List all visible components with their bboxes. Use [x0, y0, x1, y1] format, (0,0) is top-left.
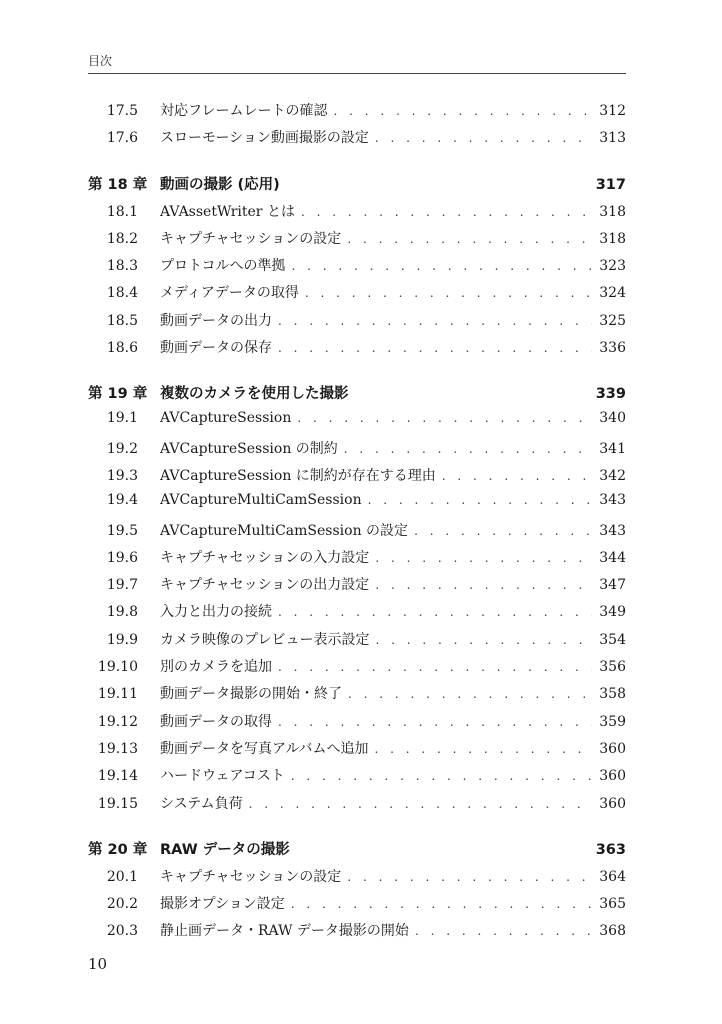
toc-section-entry[interactable]	[88, 465, 626, 492]
dot-leader	[278, 314, 592, 328]
chapter-title: RAW データの撮影	[160, 841, 290, 858]
section-page-number: 323	[599, 258, 626, 275]
section-title: 動画データ撮影の開始・終了	[160, 686, 342, 703]
toc-section-entry[interactable]	[88, 765, 626, 792]
section-number: 19.7	[106, 577, 138, 594]
section-title: プロトコルへの準拠	[160, 258, 286, 275]
section-number: 17.5	[106, 103, 138, 119]
section-number: 19.8	[106, 604, 138, 621]
chapter-label: 第 19 章	[88, 386, 148, 403]
toc-section-entry[interactable]	[88, 228, 626, 255]
dot-leader	[291, 769, 592, 783]
section-number: 18.5	[106, 312, 138, 329]
section-page-number: 368	[599, 923, 626, 940]
toc-section-entry[interactable]	[88, 547, 626, 574]
section-page-number: 364	[599, 868, 626, 885]
section-page-number: 325	[599, 312, 626, 329]
toc-section-entry[interactable]	[88, 337, 626, 364]
dot-leader	[374, 742, 592, 756]
section-page-number: 360	[599, 795, 626, 812]
toc-section-entry[interactable]	[88, 310, 626, 337]
running-head: 目次	[88, 54, 113, 68]
section-title: 静止画データ・RAW データ撮影の開始	[160, 923, 409, 940]
dot-leader	[442, 469, 592, 483]
toc-section-entry[interactable]	[88, 438, 626, 465]
section-page-number: 343	[599, 522, 626, 539]
toc-section-entry[interactable]	[88, 410, 626, 437]
section-page-number: 365	[599, 896, 626, 913]
toc-section-entry[interactable]	[88, 793, 626, 820]
section-number: 18.3	[106, 258, 138, 275]
toc-chapter-entry[interactable]	[88, 173, 626, 201]
dot-leader	[297, 411, 592, 425]
section-title: 動画データの取得	[160, 713, 272, 730]
dot-leader	[278, 715, 592, 729]
section-page-number: 359	[599, 713, 626, 730]
section-number: 20.2	[106, 896, 138, 913]
section-number: 19.2	[106, 440, 138, 457]
section-page-number: 342	[599, 467, 626, 484]
page-number: 10	[88, 955, 108, 973]
toc-section-entry[interactable]	[88, 738, 626, 765]
dot-leader	[347, 232, 592, 246]
section-title: AVCaptureSession に制約が存在する理由	[160, 467, 436, 484]
section-number: 19.10	[97, 659, 138, 676]
section-number: 19.12	[97, 713, 138, 730]
section-number: 18.4	[106, 285, 138, 302]
dot-leader	[347, 870, 592, 884]
section-title: AVCaptureSession の制約	[160, 440, 338, 457]
section-page-number: 349	[599, 604, 626, 621]
section-page-number: 354	[599, 631, 626, 648]
toc-section-entry[interactable]	[88, 629, 626, 656]
section-number: 20.1	[106, 868, 138, 885]
section-title: システム負荷	[160, 795, 243, 812]
section-number: 19.1	[106, 410, 138, 427]
section-page-number: 347	[599, 577, 626, 594]
header-rule	[88, 73, 626, 74]
section-page-number: 318	[599, 230, 626, 247]
toc-section-entry[interactable]	[88, 574, 626, 601]
section-page-number: 358	[599, 686, 626, 703]
section-title: キャプチャセッションの出力設定	[160, 577, 370, 594]
section-page-number: 318	[599, 203, 626, 220]
section-title: 別のカメラを追加	[160, 659, 272, 676]
toc-section-entry[interactable]	[88, 893, 626, 920]
section-number: 18.2	[106, 230, 138, 247]
toc-chapter-entry[interactable]	[88, 838, 626, 866]
section-page-number: 336	[599, 340, 626, 357]
section-number: 19.15	[97, 795, 138, 812]
toc-section-entry[interactable]	[88, 492, 626, 519]
chapter-page-number: 317	[595, 176, 626, 193]
toc-section-entry[interactable]	[88, 601, 626, 628]
section-page-number: 340	[599, 410, 626, 427]
section-title: カメラ映像のプレビュー表示設定	[160, 631, 370, 648]
chapter-page-number: 363	[595, 841, 626, 858]
section-number: 19.6	[106, 549, 138, 566]
section-title: ハードウェアコスト	[160, 768, 285, 785]
section-number: 18.6	[106, 340, 138, 357]
section-title: 対応フレームレートの確認	[160, 103, 328, 119]
section-title: メディアデータの取得	[160, 285, 299, 302]
dot-leader	[291, 897, 592, 911]
section-number: 18.1	[106, 203, 138, 220]
section-page-number: 344	[599, 549, 626, 566]
dot-leader	[415, 924, 592, 938]
chapter-label: 第 20 章	[88, 841, 148, 858]
dot-leader	[305, 286, 592, 300]
toc-section-entry[interactable]	[88, 127, 626, 154]
dot-leader	[301, 205, 592, 219]
toc-section-entry[interactable]	[88, 282, 626, 309]
dot-leader	[375, 551, 592, 565]
section-title: AVAssetWriter とは	[160, 203, 295, 220]
section-page-number: 324	[599, 285, 626, 302]
toc-section-entry[interactable]	[88, 711, 626, 738]
toc-section-entry[interactable]	[88, 866, 626, 893]
dot-leader	[278, 341, 592, 355]
toc-section-entry[interactable]	[88, 683, 626, 710]
section-title: 動画データの出力	[160, 312, 272, 329]
section-title: キャプチャセッションの設定	[160, 230, 342, 247]
section-number: 17.6	[106, 130, 138, 147]
toc-section-entry[interactable]	[88, 920, 626, 947]
section-title: 撮影オプション設定	[160, 896, 285, 913]
section-number: 19.4	[106, 492, 138, 509]
section-page-number: 356	[599, 659, 626, 676]
dot-leader	[344, 442, 592, 456]
dot-leader	[291, 259, 592, 273]
dot-leader	[375, 131, 592, 145]
toc-section-entry[interactable]	[88, 520, 626, 547]
section-page-number: 312	[599, 103, 626, 119]
section-number: 19.5	[106, 522, 138, 539]
section-title: AVCaptureMultiCamSession の設定	[160, 522, 409, 539]
dot-leader	[348, 687, 592, 701]
dot-leader	[368, 493, 592, 507]
section-title: スローモーション動画撮影の設定	[160, 130, 369, 147]
section-number: 20.3	[106, 923, 138, 940]
dot-leader	[414, 524, 592, 538]
section-title: AVCaptureSession	[160, 410, 292, 427]
section-page-number: 341	[599, 440, 626, 457]
chapter-title: 動画の撮影 (応用)	[160, 176, 280, 193]
section-page-number: 343	[599, 492, 626, 509]
section-title: AVCaptureMultiCamSession	[160, 492, 362, 509]
dot-leader	[249, 797, 592, 811]
section-page-number: 313	[599, 130, 626, 147]
toc-section-entry[interactable]	[88, 656, 626, 683]
toc-chapter-entry[interactable]	[88, 382, 626, 410]
chapter-label: 第 18 章	[88, 176, 148, 193]
dot-leader	[333, 104, 592, 118]
section-title: キャプチャセッションの入力設定	[160, 549, 370, 566]
section-page-number: 360	[599, 740, 626, 757]
section-number: 19.11	[97, 686, 138, 703]
table-of-contents	[88, 100, 626, 948]
section-number: 19.14	[97, 768, 138, 785]
toc-section-entry[interactable]	[88, 255, 626, 282]
section-number: 19.3	[106, 467, 138, 484]
chapter-page-number: 339	[595, 386, 626, 403]
section-number: 19.13	[97, 740, 138, 757]
section-number: 19.9	[106, 631, 138, 648]
dot-leader	[278, 660, 592, 674]
section-title: キャプチャセッションの設定	[160, 868, 342, 885]
dot-leader	[375, 633, 592, 647]
section-title: 入力と出力の接続	[160, 604, 272, 621]
dot-leader	[278, 605, 592, 619]
chapter-title: 複数のカメラを使用した撮影	[160, 386, 349, 403]
toc-section-entry[interactable]	[88, 100, 626, 127]
section-page-number: 360	[599, 768, 626, 785]
section-title: 動画データを写真アルバムへ追加	[160, 740, 369, 757]
dot-leader	[375, 578, 592, 592]
toc-section-entry[interactable]	[88, 201, 626, 228]
section-title: 動画データの保存	[160, 340, 272, 357]
